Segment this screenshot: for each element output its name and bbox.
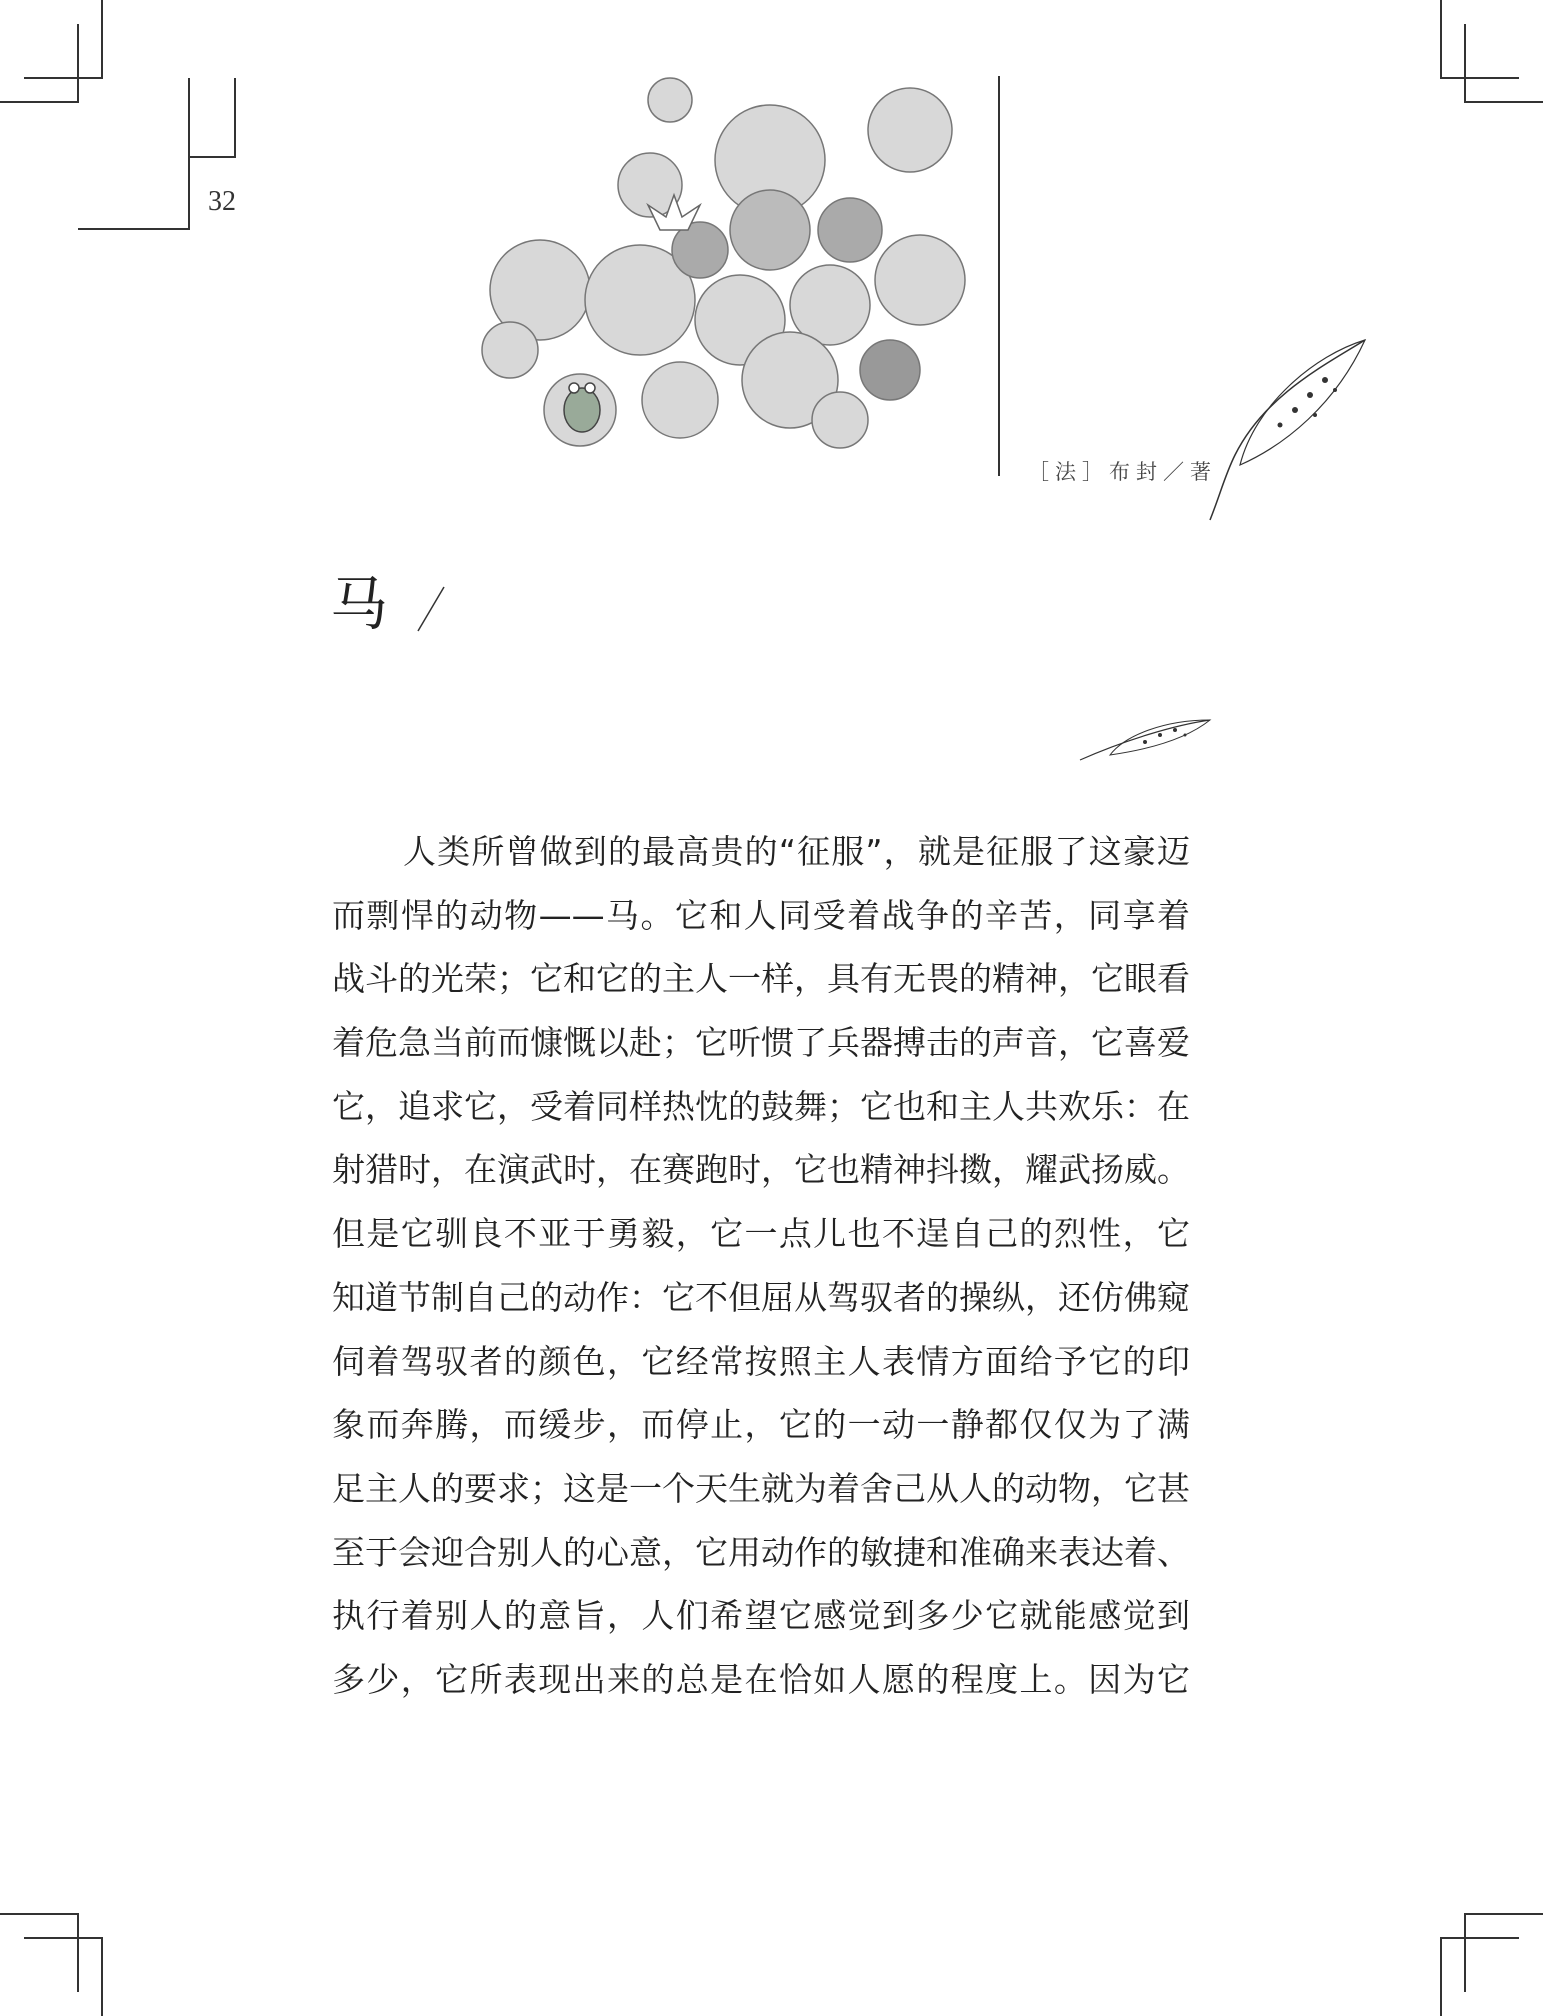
page-number: 32 bbox=[208, 186, 236, 217]
body-line: 足主人的要求；这是一个天生就为着舍己从人的动物，它甚 bbox=[332, 1468, 1190, 1508]
body-line: 它，追求它，受着同样热忱的鼓舞；它也和主人共欢乐：在 bbox=[332, 1086, 1190, 1126]
body-line: 执行着别人的意旨，人们希望它感觉到多少它就能感觉到 bbox=[332, 1596, 1190, 1636]
body-line: 伺着驾驭者的颜色，它经常按照主人表情方面给予它的印 bbox=[332, 1341, 1190, 1381]
body-line: 着危急当前而慷慨以赴；它听惯了兵器搏击的声音，它喜爱 bbox=[332, 1023, 1190, 1063]
body-line: 而剽悍的动物——马。它和人同受着战争的辛苦，同享着 bbox=[332, 895, 1190, 935]
small-feather-icon bbox=[1075, 715, 1215, 765]
body-line: 人类所曾做到的最高贵的“征服”，就是征服了这豪迈 bbox=[403, 832, 1190, 871]
body-line: 多少，它所表现出来的总是在恰如人愿的程度上。因为它 bbox=[332, 1659, 1190, 1699]
body-line: 战斗的光荣；它和它的主人一样，具有无畏的精神，它眼看 bbox=[332, 959, 1190, 999]
lily-pad-illustration bbox=[470, 70, 1010, 470]
title-slash-decoration bbox=[416, 586, 446, 632]
author-credit: ［法］布封／著 bbox=[1028, 460, 1217, 484]
body-line: 知道节制自己的动作：它不但屈从驾驭者的操纵，还仿佛窥 bbox=[332, 1277, 1190, 1317]
body-line: 至于会迎合别人的心意，它用动作的敏捷和准确来表达着、 bbox=[332, 1532, 1190, 1572]
feather-icon bbox=[1205, 335, 1375, 525]
body-line: 射猎时，在演武时，在赛跑时，它也精神抖擞，耀武扬威。 bbox=[332, 1150, 1190, 1190]
body-line: 象而奔腾，而缓步，而停止，它的一动一静都仅仅为了满 bbox=[332, 1405, 1190, 1445]
author-divider bbox=[998, 76, 1000, 476]
body-text bbox=[332, 820, 1190, 1712]
body-line: 但是它驯良不亚于勇毅，它一点儿也不逞自己的烈性，它 bbox=[332, 1214, 1190, 1254]
article-title: 马 bbox=[330, 570, 389, 638]
